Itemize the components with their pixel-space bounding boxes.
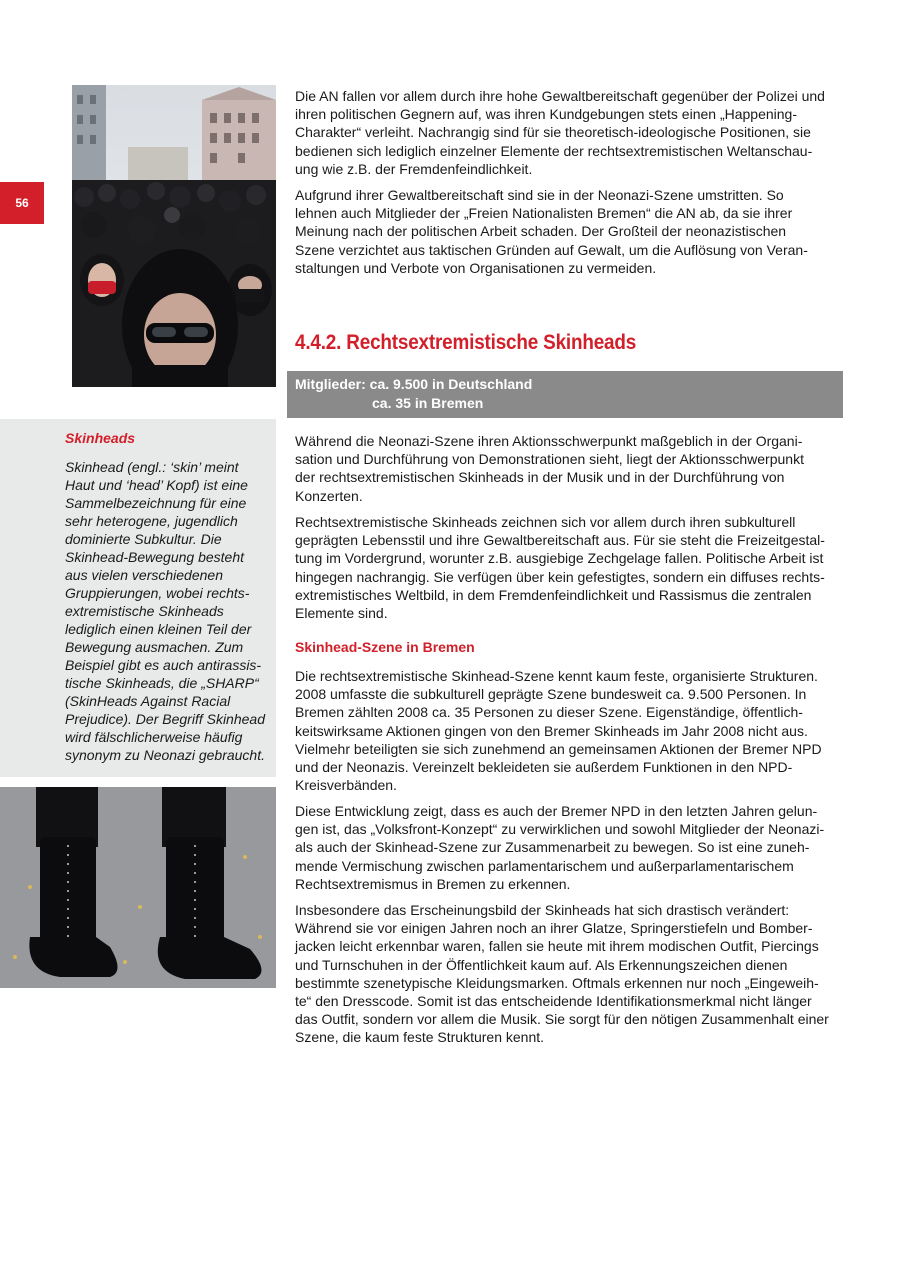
bremen-paragraph: Diese Entwicklung zeigt, dass es auch der Bremer NPD in den letzten Jahren gelun- gen ist, das „Volksfront-Konzept“ zu verwirklichen und sowohl Mitglieder der Neonazi- als auch der Skinhead-Szene zur Zusammenarbeit zu bewegen. So ist eine zuneh- mende Vermischung zwischen parlamentarischem und außerparlamentarischem Rechtsextremismus in Bremen zu erkennen. (295, 803, 825, 892)
demonstration-photo (72, 85, 276, 387)
bremen-paragraph: Insbesondere das Erscheinungsbild der Skinheads hat sich drastisch verändert: Während sie vor einigen Jahren noch an ihrer Glatze, Springerstiefeln und Bomber- jacken leicht erkennbar waren, fallen sie heute mit ihrem modischen Outfit, Piercings und Turnschuhen in der Öffentlichkeit kaum auf. Als Erkennungszeichen dienen bestimmte szenetypische Kleidungsmarken. Oftmals erkennen nur noch „Eingeweih- te“ den Dresscode. Somit ist das entscheidende Identifikationsmerkmal nicht länger das Outfit, sondern vor allem die Musik. Sie sorgt für den nötigen Zusammenhalt einer Szene, die kaum feste Strukturen kennt. (295, 902, 829, 1046)
page-number: 56 (15, 196, 29, 210)
sidebar-heading: Skinheads (65, 430, 136, 446)
section-paragraph: Während die Neonazi-Szene ihren Aktionsschwerpunkt maßgeblich in der Organi- sation und Durchführung von Demonstrationen sieht, liegt der Aktionsschwerpunkt der rechtsextremistischen Skinheads in der Musik und in der Durchführung von Konzerten. (295, 433, 804, 504)
section-title: 4.4.2. Rechtsextremistische Skinheads (295, 331, 637, 354)
subheading-bremen: Skinhead-Szene in Bremen (295, 639, 475, 655)
page-number-tab (0, 182, 44, 224)
boots-photo (0, 787, 276, 988)
intro-paragraph: Die AN fallen vor allem durch ihre hohe Gewaltbereitschaft gegenüber der Polizei und ihren politischen Gegnern auf, was ihren Kundgebungen stets einen „Happening- Charakter“ verleiht. Nachrangig sind für sie theoretisch-ideologische Positionen, sie bedienen sich lediglich einzelner Elemente der rechtsextremistischen Weltanschau- ung wie z.B. der Fremdenfeindlichkeit. (295, 88, 825, 177)
intro-paragraph: Aufgrund ihrer Gewaltbereitschaft sind sie in der Neonazi-Szene umstritten. So lehnen auch Mitglieder der „Freien Nationalisten Bremen“ die AN ab, da sie ihrer Meinung nach der politischen Arbeit schaden. Der Großteil der neonazistischen Szene verzichtet aus taktischen Gründen auf Gewalt, um die Auflösung von Veran- staltungen und Verbote von Organisationen zu vermeiden. (295, 187, 808, 276)
sidebar-definition-text: Skinhead (engl.: ‘skin’ meint Haut und ‘head’ Kopf) ist eine Sammelbezeichnung für eine sehr heterogene, jugendlich dominierte Subkultur. Die Skinhead-Bewegung besteht aus vielen verschiedenen Gruppierungen, wobei rechts- extremistische Skinheads lediglich einen kleinen Teil der Bewegung ausmachen. Zum Beispiel gibt es auch antirassis- tische Skinheads, die „SHARP“ (SkinHeads Against Racial Prejudice). Der Begriff Skinhead wird fälschlicherweise häufig synonym zu Neonazi gebraucht. (65, 459, 265, 763)
members-bremen: ca. 35 in Bremen (372, 395, 484, 411)
bremen-paragraph: Die rechtsextremistische Skinhead-Szene kennt kaum feste, organisierte Strukturen. 2008 umfasste die subkulturell geprägte Szene bundesweit ca. 9.500 Personen. In Bremen zählten 2008 ca. 35 Personen zu dieser Szene. Eigenständige, öffentlich- keitswirksame Aktionen gingen von den Bremer Skinheads im Jahr 2008 nicht aus. Vielmehr beteiligten sie sich zunehmend an gemeinsamen Aktionen der Bremer NPD und der Neonazis. Vereinzelt bekleideten sie außerdem Funktionen in den NPD- Kreisverbänden. (295, 668, 822, 794)
members-germany: Mitglieder: ca. 9.500 in Deutschland (295, 376, 533, 392)
members-info-bar (287, 371, 843, 418)
section-paragraph: Rechtsextremistische Skinheads zeichnen sich vor allem durch ihren subkulturell geprägten Lebensstil und ihre Gewaltbereitschaft aus. Für sie steht die Freizeitgestal- tung im Vordergrund, worunter z.B. ausgiebige Zechgelage fallen. Politische Arbeit ist hingegen nachrangig. Sie verfügen über kein gefestigtes, sondern ein diffuses rechts- extremistisches Weltbild, in dem Fremdenfeindlichkeit und Rassismus die zentralen Elemente sind. (295, 514, 825, 622)
